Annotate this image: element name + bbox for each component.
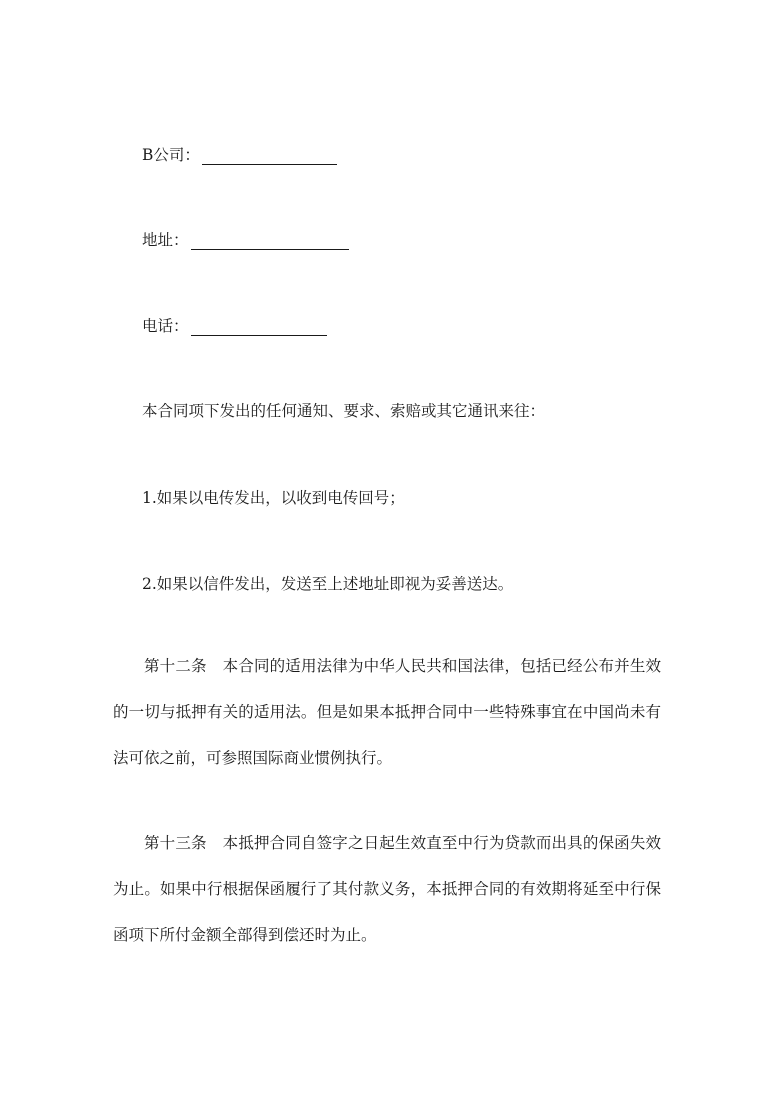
company-b-label: B公司： <box>142 146 200 164</box>
article-13-heading: 第十三条 <box>144 834 207 852</box>
phone-field <box>142 316 327 336</box>
company-b-blank <box>202 148 337 165</box>
notice-item-2: 2.如果以信件发出，发送至上述地址即视为妥善送达。 <box>142 575 514 593</box>
article-12 <box>113 643 661 781</box>
phone-label: 电话： <box>142 317 189 335</box>
address-label: 地址： <box>142 231 189 249</box>
notice-intro: 本合同项下发出的任何通知、要求、索赔或其它通讯来往： <box>142 402 546 420</box>
company-b-field <box>142 145 337 165</box>
address-blank <box>191 233 349 250</box>
notice-item-1: 1.如果以电传发出，以收到电传回号； <box>142 489 405 507</box>
address-field <box>142 230 349 250</box>
article-12-text: 本合同的适用法律为中华人民共和国法律，包括已经公布并生效的一切与抵押有关的适用法。但是如果本抵押合同中一些特殊事宜在中国尚未有法可依之前，可参照国际商业惯例执行。 <box>113 657 661 767</box>
phone-blank <box>191 319 327 336</box>
article-13 <box>113 820 661 958</box>
article-12-heading: 第十二条 <box>144 657 207 675</box>
article-13-text: 本抵押合同自签字之日起生效直至中行为贷款而出具的保函失效为止。如果中行根据保函履行了其付款义务，本抵押合同的有效期将延至中行保函项下所付金额全部得到偿还时为止。 <box>113 834 661 944</box>
